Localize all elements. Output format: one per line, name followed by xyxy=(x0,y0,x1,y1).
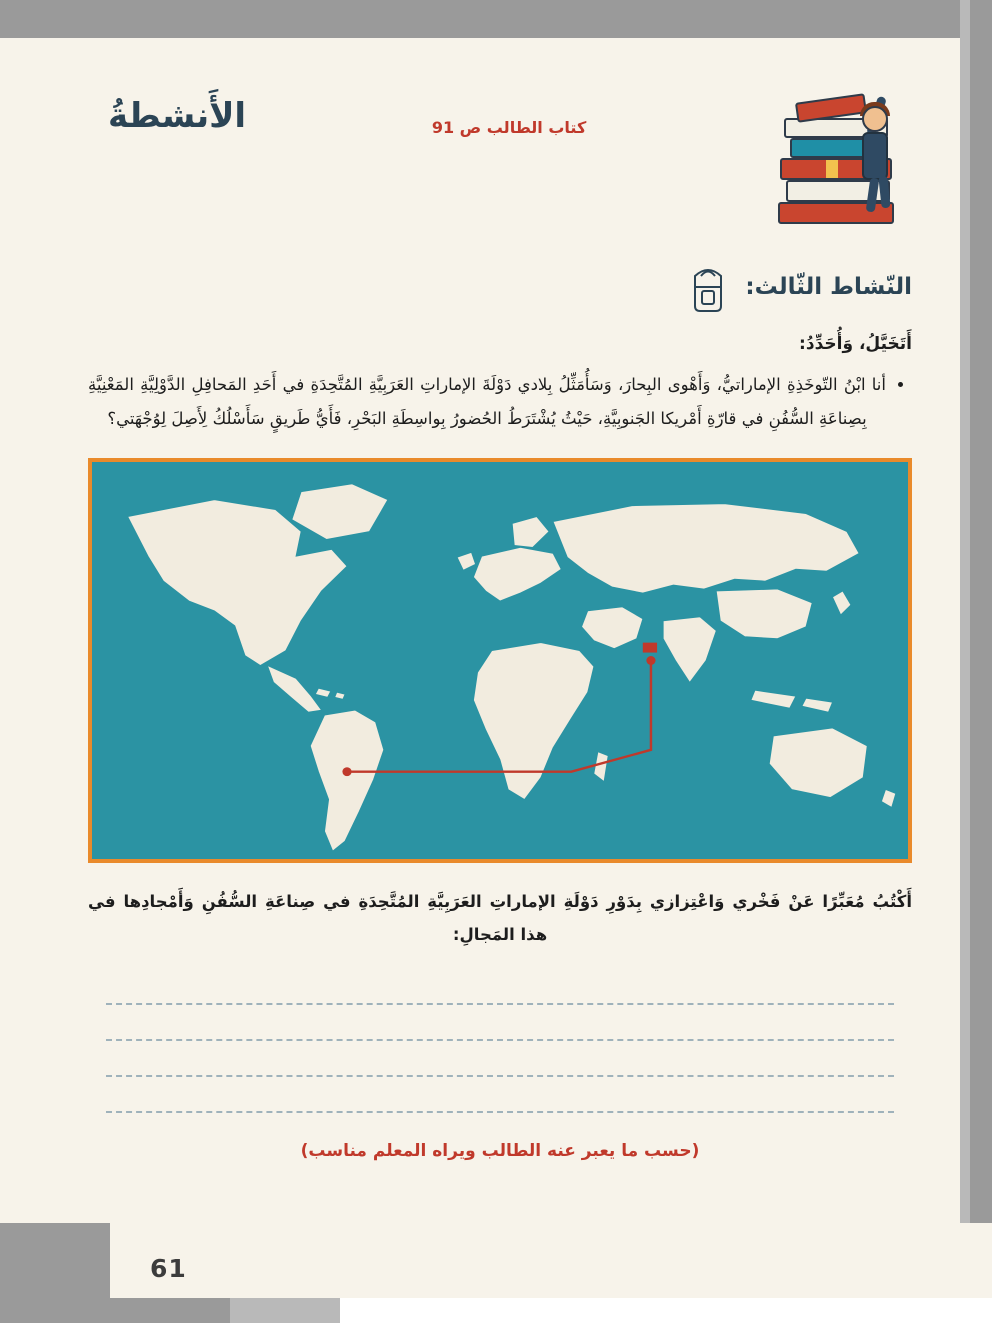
activity-title: النّشاط الثّالث: xyxy=(745,274,912,300)
bottom-band xyxy=(0,1223,992,1323)
answer-lines xyxy=(88,969,912,1113)
world-map-svg xyxy=(92,462,908,859)
backpack-icon xyxy=(685,260,731,314)
top-band xyxy=(0,0,992,38)
prompt-list xyxy=(88,368,912,436)
answer-line[interactable] xyxy=(106,1077,894,1113)
content-column xyxy=(88,60,912,1161)
answer-note: (حسب ما يعبر عنه الطالب ويراه المعلم مناسب) xyxy=(300,1140,700,1161)
subheading: أَتَخَيَّلُ، وَأُحَدِّدُ: xyxy=(799,334,912,354)
world-map xyxy=(88,458,912,863)
answer-line[interactable] xyxy=(106,969,894,1005)
answer-line[interactable] xyxy=(106,1005,894,1041)
page-number: 61 xyxy=(150,1254,187,1283)
header-row xyxy=(88,60,912,234)
page-title: الأَنشطةُ xyxy=(108,96,247,136)
activity-heading xyxy=(88,260,912,314)
right-band xyxy=(970,0,992,1323)
book-reference: كتاب الطالب ص 91 xyxy=(431,118,587,137)
list-item: • أنا ابْنُ التّوخَذِةِ الإماراتيُّ، وَأَهْوى البِحارَ، وَسَأُمَثِّلُ بِلادي دَوْلَةَ الإماراتِ العَرَبِيَّةِ المُتَّحِدَةِ في أَحَدِ المَحافِلِ الدَّوْلِيَّةِ المَعْنِيَّةِ بِصِناعَةِ السُّفُنِ في قارّةِ أَمْريكا الجَنوبِيَّةِ، حَيْثُ يُشْتَرَطُ الحُضورُ بِواسِطَةِ البَحْرِ، فَأَيُّ طَريقٍ سَأَسْلُكُ لِأَصِلَ لِوُجْهَتي؟ xyxy=(88,368,886,436)
books-stack-icon xyxy=(772,84,912,234)
right-band-inner xyxy=(960,0,970,1280)
answer-line[interactable] xyxy=(106,1041,894,1077)
writing-prompt: أَكْتُبُ مُعَبِّرًا عَنْ فَخْري وَاعْتِزازي بِدَوْرِ دَوْلَةِ الإماراتِ العَرَبِيَّةِ المُتَّحِدَةِ في صِناعَةِ السُّفُنِ وَأَمْجادِها في هذا المَجالِ: xyxy=(88,891,912,944)
